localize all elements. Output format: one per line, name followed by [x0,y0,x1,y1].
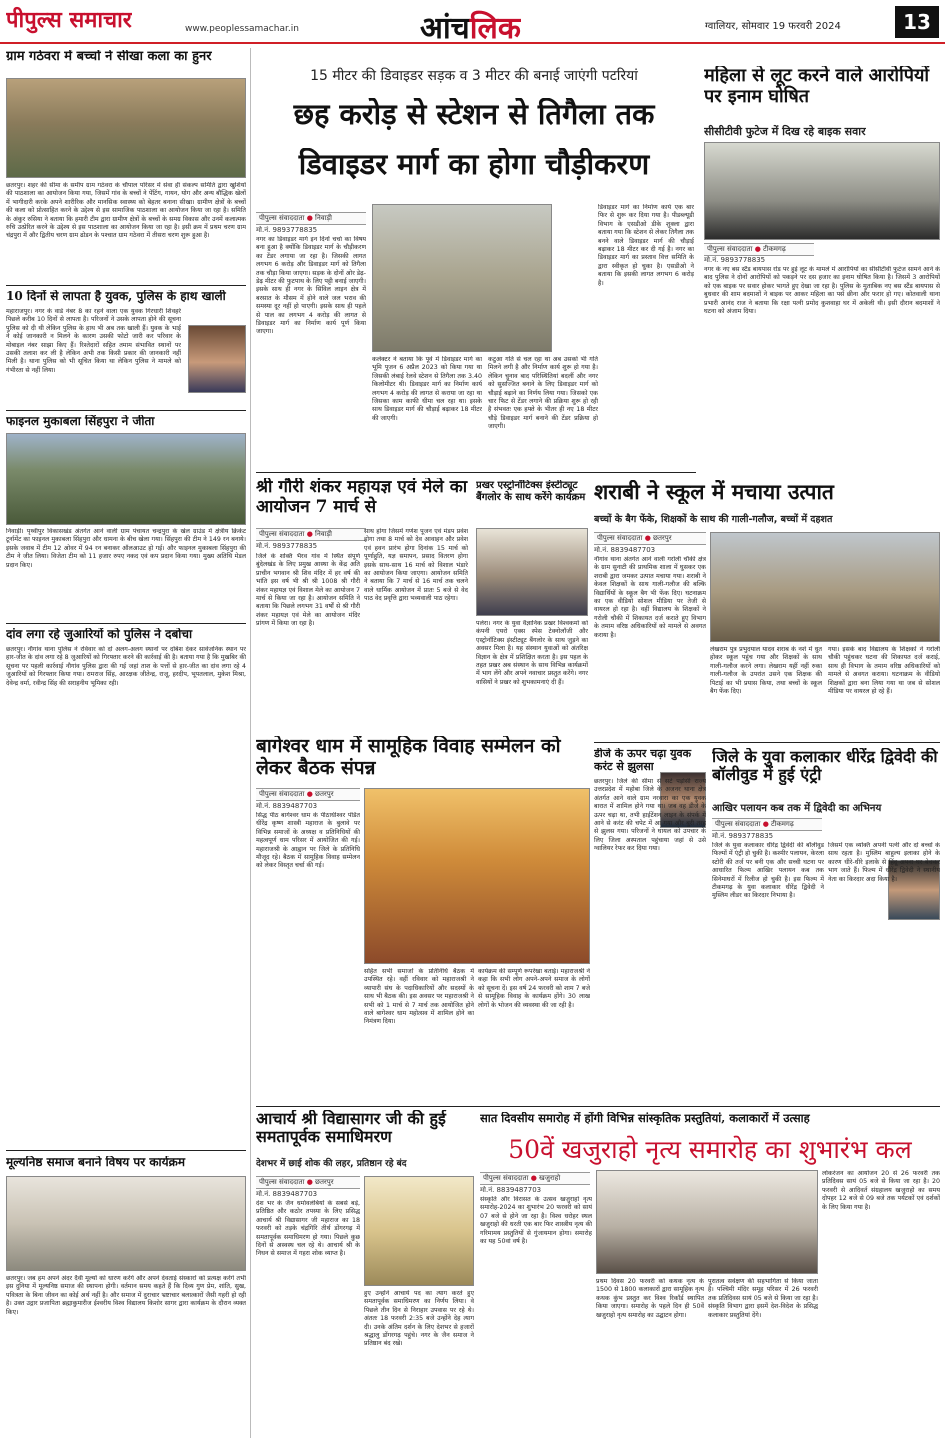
children-art-class-photo [6,78,246,178]
dhirendra-phone: मो.नं. 9893778835 [712,832,774,840]
byline-place: टीकमगढ़ [771,820,794,828]
drunkard-byline: पीपुल्स संवाददाता ● छतरपुर [594,532,706,545]
divider [256,472,696,473]
gaurishankar-byline: पीपुल्स संवाददाता ● निवाड़ी [256,528,366,541]
dhirendra-headline[interactable]: जिले के युवा कलाकार धीरेंद्र द्विवेदी की बॉलीवुड में हुई एंट्री [712,748,938,785]
brand-logo[interactable]: पीपुल्स समाचार [6,7,132,33]
khajuraho-phone: मो.नं. 8839487703 [480,1186,542,1194]
gaurishankar-body-col1: जिले के शक्ति भैरव गांव में स्थित संपूर्ण बुंदेलखंड के लिए प्रमुख आस्था के केंद्र अति प्राचीन भगवान श्री शिव मंदिर में हर वर्ष की भांति इस वर्ष भी श्री श्री 1008 श्री गौरी शंकर महायज्ञ एवं विशाल मेले का आयोजन 7 मार्च से किया जा रहा है। आयोजन समिति ने बताया कि पिछले लगभग 31 वर्षों से श्री गौरी शंकर महायज्ञ एवं मेले का आयोजन मंदिर प्रांगण में किया जा रहा है। [256,553,360,628]
prakhar-headline[interactable]: प्रखर एस्ट्रोनॉटिक्स इंस्टीट्यूट बैंगलोर के साथ करेंगे कार्यक्रम [476,480,586,503]
byline-name: पीपुल्स संवाददाता [483,1174,529,1182]
vidyasagar-phone: मो.नं. 8839487703 [256,1190,318,1198]
byline-place: टीकमगढ़ [763,245,786,253]
story-body-missing-youth: महाराजपुर। नगर के वार्ड नंबर 8 का रहने वाला एक युवक गिरधारी शिवहरे पिछले करीब 10 दिनों से लापता है। परिजनों ने उसके लापता होने की सूचना पुलिस को दी थी लेकिन पुलिस के हाथ भी अब तक खाली हैं। युवक के भाई ने कोई जानकारी न मिलने के कारण उसकी फोटो जारी कर परिवार के मोबाइल नंबर साझा किए हैं। रिश्तेदारों सहित तमाम संभावित स्थानों पर उसकी तलाश कर ली है लेकिन अभी तक किसी प्रकार की जानकारी नहीं मिली है। थाना पुलिस को भी सूचित किया था लेकिन पुलिस ने मामले को गंभीरता से नहीं लिया। [6,308,181,374]
bageshwar-body-col1: सिद्ध पीठ बागेश्वर धाम के पीठाधीश्वर पंडित धीरेंद्र कृष्ण शास्त्री महाराज के बुलावे पर विभिन्न समाजों के अध्यक्ष व प्रतिनिधियों की महत्वपूर्ण धाम परिसर में आयोजित की गई। महाराजश्री के आह्वान पर जिले के प्रतिनिधि मौजूद रहे। बैठक में सामूहिक विवाह सम्मेलन को लेकर विस्तृत चर्चा की गई। [256,812,360,870]
lead-byline: पीपुल्स संवाददाता ● निवाड़ी [256,212,366,225]
byline-name: पीपुल्स संवाददाता [259,1178,305,1186]
cricket-team-photo [6,433,246,525]
dhirendra-deck: आखिर पलायन कब तक में द्विवेदी का अभिनय [712,803,882,814]
divider [6,285,246,286]
lead-body-col1: नगर का डिवाइडर मार्ग इन दिनों चर्चा का विषय बना हुआ है क्योंकि डिवाइडर मार्ग के चौड़ीकरण का टेंडर लगाया जा रहा है। जिसकी लागत लगभग 6 करोड़ और डिवाइडर मार्ग को तिगैला तक चौड़ा किया जाएगा। सड़क के दोनों ओर डेढ़-डेढ़ मीटर की फुटपाथ के लिए पट्टी बनाई जाएगी। इसके साथ ही नगर के सिविल लाइन क्षेत्र में बरसात के मौसम में होने वाले जल भराव की समस्या दूर नहीं हो पाएगी। इसके साथ ही पहले से पाल का लगभग 4 करोड़ की लागत से डिवाइडर मार्ग का निर्माण कार्य पूर्ण किया जाएगा। [256,236,366,336]
drunkard-headline[interactable]: शराबी ने स्कूल में मचाया उत्पात [594,480,834,504]
vidyasagar-deck: देशभर में छाई शोक की लहर, प्रतिष्ठान रहे बंद [256,1159,407,1169]
khajuraho-headline[interactable]: 50वें खजुराहो नृत्य समारोह का शुभारंभ कल [508,1135,912,1164]
loot-reward-deck: सीसीटीवी फुटेज में दिख रहे बाइक सवार [704,125,866,138]
drunkard-body-col1: नौगांव थाना अंतर्गत आने वाली गरोली चौकी क्षेत्र के ग्राम सुनाटी की प्राथमिक शाला में घुसकर एक शराबी द्वारा जमकर उत्पात मचाया गया। शराबी ने केवल शिक्षकों के साथ गाली-गलौज की बल्कि विद्यार्थियों के स्कूल बैग भी फेंक दिए। घटनाक्रम का एक वीडियो सोशल मीडिया पर तेजी से वायरल हो रहा है। वहीं विद्यालय के शिक्षकों ने गरोली चौकी में शिकायत दर्ज कराते हुए विभाग के तमाम वरिष्ठ अधिकारियों को मामले से अवगत कराया है। [594,556,706,639]
gaurishankar-body-col2: साथ होगा जिसमें गणेश पूजन एवं मंडप प्रवेश होगा तथा 8 मार्च को देव आवाहन और प्रवेश एवं हवन प्रारंभ होगा दिनांक 15 मार्च को पूर्णाहुति, यज्ञ समापन, प्रसाद वितरण होगा इसके साथ-साथ 16 मार्च को विशाल भंडारे का आयोजन किया जाएगा। आयोजन समिति ने बताया कि 7 मार्च से 16 मार्च तक चलने वाले धार्मिक आयोजन में प्रातः 5 बजे से वेद पाठ वेद प्रवृत्ति द्वारा भव्यवाली पाठ रहेगा। [364,528,468,603]
dhirendra-body-col2: जिसमें एक व्यक्ति अपनी पत्नी और दो बच्चों के साथ रहता है। मुस्लिम बाहुल्य इलाका होने के कारण धीरे-धीरे इलाके से हिंदू अपना घर बेचकर भाग जाते हैं। फिल्म में धीरेंद्र द्विवेदी ने स्थानीय नेता का किरदार अदा किया है। [828,842,940,883]
loot-reward-body: नगर के नए बस स्टैंड बायपास रोड पर हुई लूट के मामले में आरोपियों का सीसीटीवी फुटेज सामने आने के बाद पुलिस ने दोनों आरोपियों को पकड़ने पर दस हजार का इनाम घोषित किया है। जिसमें 3 आरोपियों को एक बाइक पर सवार होकर भागते हुए देखा जा रहा है। पुलिस के मुताबिक नए बस स्टैंड बायपास से बुधवार की शाम बदमाशों ने बाइक पर आकर महिला का पर्स छीना और फरार हो गए। कोतवाली थाना प्रभारी आनंद राज ने बताया कि रक्षा पत्नी प्रमोद कुशवाहा घर में अकेली थी। इसी दौरान बदमाशों ने घटना को अंजाम दिया। [704,266,940,316]
byline-name: पीपुल्स संवाददाता [715,820,761,828]
bageshwar-byline: पीपुल्स संवाददाता ● छतरपुर [256,788,360,801]
vidyasagar-body-col2: हुए उन्होंने आचार्य पद का त्याग करते हुए समतापूर्वक समाधिमरण का निर्णय लिया। वे पिछले तीन दिन से निराहार उपवास पर रहे थे। अंततः 18 फरवरी 2:35 बजे उन्होंने देह त्याग दी। उनके अंतिम दर्शन के लिए देशभर से हजारों श्रद्धालु डोंगरगढ़ पहुंचे। नगर के जैन समाज ने प्रतिष्ठान बंद रखे। [364,1290,474,1348]
lead-headline-line2[interactable]: डिवाइडर मार्ग का होगा चौड़ीकरण [298,148,650,181]
prakhar-body: पलेरा। नगर के युवा वैज्ञानिक प्रखर विश्वकर्मा को कंपनी एयरो एक्स स्पेस टेक्नोलॉजी और एस्ट्रोनॉटिक्स इंस्टीट्यूट बैंगलोर के साथ जुड़ने का अवसर मिला है। यह संस्थान युवाओं को अंतरिक्ष विज्ञान के क्षेत्र में प्रशिक्षित करता है। इस पहल के तहत प्रखर अब संस्थान के साथ विभिन्न कार्यक्रमों में भाग लेंगे और अपने नवाचार प्रस्तुत करेंगे। नगर वासियों ने प्रखर को शुभकामनाएं दी हैं। [476,620,588,686]
khajuraho-body-col2: प्रथम दिवस 20 फरवरी को कथक नृत्य के 1500 से 1800 कलाकारों द्वारा सामूहिक नृत्य कथक कुंभ प्रस्तुत कर विश्व रिकॉर्ड स्थापित किया जाएगा। समारोह के पहले दिन ही 50वें खजुराहो नृत्य समारोह का उद्घाटन होगा। [596,1278,704,1319]
divider [6,1150,246,1151]
byline-name: पीपुल्स संवाददाता [259,214,305,222]
vidyasagar-headline[interactable]: आचार्य श्री विद्यासागर जी की हुई समतापूर्वक समाधिमरण [256,1110,446,1147]
cctv-bike-riders-photo [704,142,940,240]
divider [594,742,940,743]
section-title [420,6,521,47]
byline-place: खजुराहो [539,1174,561,1182]
page-number: 13 [895,6,939,38]
gaurishankar-headline[interactable]: श्री गौरी शंकर महायज्ञ एवं मेले का आयोजन 7 मार्च से [256,478,468,517]
bageshwar-meeting-photo [364,788,590,964]
acharya-vidyasagar-photo [364,1176,474,1286]
story-headline-gamblers[interactable]: दांव लगा रहे जुआरियों को पुलिस ने दबोचा [6,628,193,641]
story-headline-gathevara[interactable]: ग्राम गठेवरा में बच्चों ने सीखा कला का हुनर [6,50,212,64]
story-headline-missing-youth[interactable]: 10 दिनों से लापता है युवक, पुलिस के हाथ खाली [6,290,226,303]
story-body-cricket-final: निवाड़ी। पृथ्वीपुर विकासखंड अंतर्गत आने वाली ग्राम पंचायत चन्द्रपुरा के खेल ग्राउंड में क्षेत्रीय क्रिकेट टूर्नामेंट का फाइनल मुकाबला सिंहपुरा और धामना के बीच खेला गया। सिंहपुरा की टीम ने 149 रन बनाये। इसके जवाब में टीम 12 ओवर में 94 रन बनाकर ऑलआउट हो गई। और फाइनल मुकाबला सिंहपुरा की टीम ने जीत लिया। विजेता टीम को 11 हजार रुपए नकद एवं कप प्रदान किया गया। मुख्य अतिथि मेडल प्रदान किए। [6,528,246,569]
story-body-gamblers: छतरपुर। नौगांव थाना पुलिस ने रविवार को दो अलग-अलग स्थानों पर दबिश देकर सार्वजनिक स्थान पर हार-जीत के दांव लगा रहे 8 जुआरियों को गिरफ्तार करने की कार्रवाई की है। बताया गया है कि मुखबिर की सूचना पर पहली कार्रवाई नौगांव पुलिस द्वारा की गई जहां ताश के पत्तों से हार-जीत का दांव लगा रहे 4 जुआरियों को गिरफ्तार किया गया। रामराज सिंह, आरक्षक जीतेन्द्र, राजू, हरदीप, भूपतलाल, मुकेश मिश्रा, देवेन्द्र वर्मा, रवीन्द्र सिंह की सराहनीय भूमिका रही। [6,646,246,687]
lead-kicker: 15 मीटर की डिवाइडर सड़क व 3 मीटर की बनाई जाएंगी पटरियां [310,68,638,84]
bageshwar-body-col3: कार्यक्रम की सम्पूर्ण रूपरेखा बताई। महाराजश्री ने कहा कि सभी लोग अपने-अपने समाज के लोगों को सूचना दें। इस वर्ष 24 फरवरी को शाम 7 बजे से सामूहिक विवाह के कार्यक्रम होंगे। 30 लाख लोगों के भोजन की व्यवस्था की जा रही है। [478,968,590,1009]
khajuraho-kicker: सात दिवसीय समारोह में होंगी विभिन्न सांस्कृतिक प्रस्तुतियां, कलाकारों में उत्साह [480,1112,810,1125]
lead-headline-line1[interactable]: छह करोड़ से स्टेशन से तिगैला तक [293,98,655,131]
dhirendra-body-col1: जिले के युवा कलाकार धीरेंद्र द्विवेदी की बॉलीवुड फिल्मों में एंट्री हो चुकी है। कश्मीर पलायन, केरला स्टोरी की तर्ज पर बनी एक और सच्ची घटना पर आधारित फिल्म आखिर पलायन कब तक सिनेमाघरों में रिलीज हो चुकी है। इस फिल्म में टीकमगढ़ के युवा कलाकार धीरेंद्र द्विवेदी ने मुस्लिम लीडर का किरदार निभाया है। [712,842,824,900]
lead-body-col2: कलेक्टर ने बताया कि पूर्व में डिवाइडर मार्ग का भूमि पूजन 6 अप्रैल 2023 को किया गया था जिसकी लंबाई रेलवे स्टेशन से तिगैला तक 3.40 किलोमीटर थी। डिवाइडर मार्ग का निर्माण कार्य लगभग 4 करोड़ की लागत से कराया जा रहा था जिसका काम काफी धीमा चल रहा था। इसके साथ डिवाइडर मार्ग की चौड़ाई बढ़ाकर 18 मीटर की जाएगी। [372,356,482,422]
section-title-b: लिक [469,11,521,46]
byline-place: छतरपुर [315,790,334,798]
byline-place: निवाड़ी [315,214,332,222]
bageshwar-body-col2: सहित सभी समाजों के प्रतिनिधि बैठक में उपस्थित रहे। वहीं रविवार को महाराजश्री ने व्यापारी संघ के पदाधिकारियों और सदस्यों के साथ भी बैठक की। इस अवसर पर महाराजश्री ने सभी को 1 मार्च से 7 मार्च तक आयोजित होने वाले बागेश्वर धाम महोत्सव में शामिल होने का निमंत्रण दिया। [364,968,474,1026]
story-body-value-society: छतरपुर। जब हम अपने अंदर दैवी मूल्यों को धारण करेंगे और अपने देवताई संस्कारों को प्रत्यक्ष करेंगे तभी इस दुनिया में मूल्यनिष्ठ समाज की स्थापना होगी। वर्तमान समय कहते हैं कि दिव्य गुण प्रेम, शांति, सुख, पवित्रता के बिना जीवन का कोई अर्थ नहीं है। और समाज में दुराचार भ्रष्टाचार बलात्कारों जैसी गहरी हो रही है। उक्त उद्गार प्रजापिता ब्रह्माकुमारीज ईश्वरीय विश्व विद्यालय किशोर सागर द्वारा कार्यक्रम के दौरान व्यक्त किए। [6,1275,246,1316]
khajuraho-byline: पीपुल्स संवाददाता ● खजुराहो [480,1172,590,1185]
drunkard-caption: लेखराम पुत्र प्रभुदयाल यादव शराब के नशे में धुत होकर स्कूल पहुंच गया और शिक्षकों के साथ गाली-गलौज करने लगा। लेखराम यहीं नहीं रुका गाली-गलौज के उपरांत उसने एक शिक्षक की पिटाई का भी प्रयास किया, तथा बच्चों के स्कूल बैग फेंक दिए। [710,646,822,696]
byline-name: पीपुल्स संवाददाता [597,534,643,542]
byline-name: पीपुल्स संवाददाता [259,530,305,538]
divider [6,623,246,624]
byline-place: निवाड़ी [315,530,332,538]
dhirendra-byline: पीपुल्स संवाददाता ● टीकमगढ़ [712,818,822,831]
prakhar-portrait-photo [476,528,588,616]
story-body-gathevara: छतरपुर। शहर की सीमा के समीप ग्राम गठेवरा के चौपाल परिसर में सेवा ही संकल्प समिति द्वारा खुशियों की पाठशाला का आयोजन किया गया, जिसमें गांव के बच्चों ने पेंटिंग, गायन, योग और अन्य बौद्धिक खेलों में भागीदारी करके अपने शारीरिक और मानसिक स्वास्थ्य को बेहतर बनाना सीखा। ग्रामीण क्षेत्रों के बच्चों की कला को प्रोत्साहित करने के उद्देश्य से इस सामाजिक पाठशाला का आयोजन किया जा रहा है। समिति के अंकुर रुसिया ने बताया कि हमारी टीम द्वारा ग्रामीण क्षेत्रों के बच्चों के समग्र विकास और उनमें कलात्मक रुचि उत्प्रेरित करने के उद्देश्य से इस पाठशाला का आयोजन किया जा रहा है। इसी क्रम में प्रथम चरण ग्राम चंद्रपुरा में और द्वितीय चरण ग्राम ढोडन के पश्चात ग्राम गठेवरा में तीसरा चरण शुरू हुआ है। [6,182,246,240]
vidyasagar-byline: पीपुल्स संवाददाता ● छतरपुर [256,1176,360,1189]
khajuraho-body-col1: संस्कृति और विरासत के उत्सव खजुराहो नृत्य समारोह-2024 का शुभारंभ 20 फरवरी को सायं 07 बजे से होने जा रहा है। विश्व धरोहर स्थल खजुराहो की धरती एक बार फिर शास्त्रीय नृत्य की गरिमामय प्रस्तुतियों से गुंजायमान होगा। समारोह का यह 50वां वर्ष है। [480,1196,592,1246]
divider [6,410,246,411]
drunkard-phone: मो.नं. 8839487703 [594,546,656,554]
khajuraho-body-col4: लोकरंजन का आयोजन 20 से 26 फरवरी तक प्रतिदिवस सायं 05 बजे से किया जा रहा है। 20 फरवरी से आदिवर्त संग्रहालय खजुराहो का समय दोपहर 12 बजे से 09 बजे तक पर्यटकों एवं दर्शकों के लिए किया गया है। [822,1170,940,1211]
divider [256,1106,940,1107]
vidyasagar-body-col1: देश भर के जैन धर्मावलंबियों के सबसे बड़े, प्रतिष्ठित और कठोर तपस्या के लिए प्रसिद्ध आचार्य श्री विद्यासागर जी महाराज का 18 फरवरी को तड़के चंद्रगिरि तीर्थ डोंगरगढ़ में समतापूर्वक समाधिमरण हो गया। पिछले कुछ दिनों से अस्वस्थ चल रहे थे। आचार्य श्री के निधन से समाज में गहरा शोक व्याप्त है। [256,1200,360,1258]
loot-phone: मो.नं. 9893778835 [704,256,766,264]
khajuraho-press-photo [596,1170,818,1274]
story-headline-cricket-final[interactable]: फाइनल मुकाबला सिंहपुरा ने जीता [6,415,155,428]
bageshwar-headline[interactable]: बागेश्वर धाम में सामूहिक विवाह सम्मेलन को लेकर बैठक संपन्न [256,736,561,779]
divider-road-photo [372,204,552,352]
drunkard-at-school-photo [710,532,940,642]
lead-body-col3: कटुआ गति से चल रहा था अब उसको भी गति मिलने लगी है और निर्माण कार्य शुरू हो गया है। लेकिन चुनाव बाद परिस्थितियां बदलीं और नगर को सुसज्जित बनाने के लिए डिवाइडर मार्ग को चौड़ाई बढ़ाने का निर्णय लिया गया। जिसको एक चार फिट से टेंडर लगाने की प्रक्रिया शुरू हो रही है संभवतः एक हफ्ते के भीतर ही नए 18 मीटर चौड़े डिवाइडर मार्ग बनाने की टेंडर प्रक्रिया हो जाएगी। [488,356,598,431]
khajuraho-body-col3: पुरातत्व सर्वेक्षण की सहभागिता से किया जाता है। पश्चिमी मंदिर समूह परिसर में 26 फरवरी तक प्रतिदिवस सायं 05 बजे से किया जा रहा है। संस्कृति विभाग द्वारा इसमें देश-विदेश के प्रसिद्ध कलाकार प्रस्तुतियां देंगे। [708,1278,818,1319]
byline-place: छतरपुर [653,534,672,542]
dj-current-headline[interactable]: डीजे के ऊपर चढ़ा युवक करंट से झुलसा [594,748,692,773]
byline-name: पीपुल्स संवाददाता [707,245,753,253]
lead-body-col4: डिवाइडर मार्ग का निर्माण कार्य एक बार फिर से शुरू कर दिया गया है। पीडब्ल्यूडी विभाग के एसडीओ डीके शुक्ला द्वारा बताया गया कि स्टेशन से लेकर तिगैला तक बनने वाले डिवाइडर मार्ग की चौड़ाई बढ़ाकर 18 मीटर कर दी गई है। नगर का डिवाइडर मार्ग का प्रस्ताव वित्त समिति के द्वारा स्वीकृत हो चुका है। एसडीओ ने बताया कि इसकी लागत लगभग 6 करोड़ है। [598,204,694,287]
website-link[interactable]: www.peoplessamachar.in [185,24,299,34]
missing-youth-photo [188,325,246,393]
dateline: ग्वालियर, सोमवार 19 फरवरी 2024 [705,21,841,32]
drunkard-body-col2: गया। इसके बाद विद्यालय के शिक्षकों ने गरोली चौकी पहुंचकर घटना की शिकायत दर्ज कराई, साथ ही विभाग के तमाम वरिष्ठ अधिकारियों को मामले से अवगत कराया। घटनाक्रम के वीडियो शिक्षकों द्वारा बना लिया गया था जब से सोशल मीडिया पर वायरल हो रहे हैं। [828,646,940,696]
lead-phone: मो.नं. 9893778835 [256,226,318,234]
section-title-a: आंच [420,11,470,46]
loot-byline: पीपुल्स संवाददाता ● टीकमगढ़ [704,243,814,256]
drunkard-deck: बच्चों के बैग फेंके, शिक्षकों के साथ की गाली-गलौज, बच्चों में दहशत [594,514,833,525]
byline-name: पीपुल्स संवाददाता [259,790,305,798]
byline-place: छतरपुर [315,1178,334,1186]
value-society-event-photo [6,1176,246,1271]
story-headline-value-society[interactable]: मूल्यनिष्ठ समाज बनाने विषय पर कार्यक्रम [6,1156,186,1169]
bageshwar-phone: मो.नं. 8839487703 [256,802,318,810]
gaurishankar-phone: मो.नं. 9893778835 [256,542,318,550]
loot-reward-headline[interactable]: महिला से लूट करने वाले आरोपियों पर इनाम घोषित [704,66,930,107]
column-divider [250,48,251,1438]
dj-current-body: छतरपुर। जिले की सीमा से सटे पड़ोसी राज्य उत्तरप्रदेश में महोबा जिले के अजनर थाना क्षेत्र अंतर्गत आने वाले ग्राम नरवारा का एक युवक बारात में शामिल होने गया था। जब वह डीजे के ऊपर चढ़ा था, तभी हाईटेंशन लाइन के संपर्क में आने से करंट की चपेट में आ गया और बुरी तरह से झुलस गया। परिजनों ने घायल को उपचार के लिए जिला अस्पताल पहुंचाया जहां से उसे ग्वालियर रेफर कर दिया गया। [594,778,706,853]
